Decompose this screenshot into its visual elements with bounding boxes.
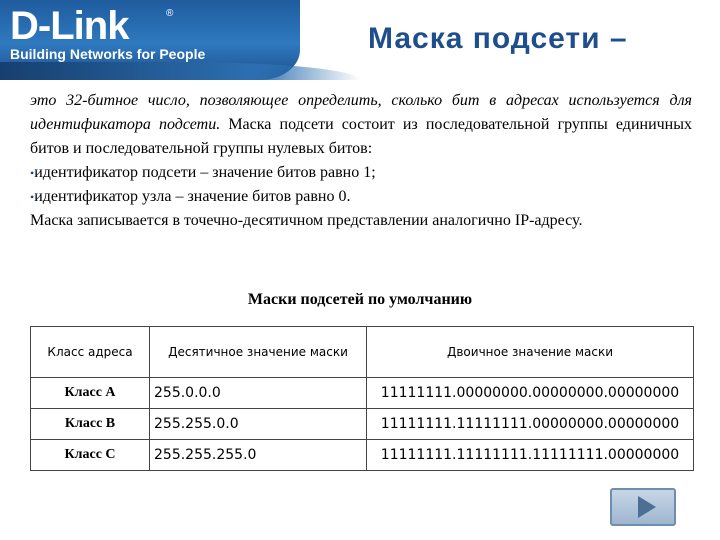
table-row <box>31 440 694 471</box>
cell-class: Класс B <box>31 409 150 440</box>
logo-trademark: ® <box>166 8 174 19</box>
body-text <box>30 89 692 233</box>
intro-rest-text: Маска подсети состоит из последовательной группы единичных битов и последовательной группы нулевых битов: <box>30 116 692 157</box>
next-slide-button[interactable] <box>610 488 676 526</box>
cell-binary: 11111111.11111111.00000000.00000000 <box>367 409 694 440</box>
cell-class: Класс C <box>31 440 150 471</box>
play-arrow-icon <box>638 496 656 518</box>
intro-paragraph <box>30 89 692 161</box>
cell-decimal: 255.255.255.0 <box>150 440 367 471</box>
cell-binary: 11111111.00000000.00000000.00000000 <box>367 378 694 409</box>
column-header-class: Класс адреса <box>31 327 150 378</box>
cell-decimal: 255.255.0.0 <box>150 409 367 440</box>
definition-text: это 32-битное число, позволяющее определить, сколько бит в адресах используется для идентификатора подсети. <box>30 92 692 133</box>
logo: D-Link <box>10 4 129 48</box>
cell-class: Класс A <box>31 378 150 409</box>
logo-tagline: Building Networks for People <box>10 46 206 62</box>
table-row <box>31 409 694 440</box>
bullet-text: идентификатор узла – значение битов равно 0. <box>34 188 351 205</box>
closing-paragraph: Маска записывается в точечно-десятичном представлении аналогично IP-адресу. <box>30 212 583 229</box>
column-header-decimal: Десятичное значение маски <box>150 327 367 378</box>
column-header-binary: Двоичное значение маски <box>367 327 694 378</box>
list-item <box>30 185 692 209</box>
table-row <box>31 378 694 409</box>
bullet-icon: • <box>30 190 35 204</box>
list-item <box>30 161 692 185</box>
table-caption: Маски подсетей по умолчанию <box>247 291 473 308</box>
cell-decimal: 255.0.0.0 <box>150 378 367 409</box>
logo-swoosh <box>0 62 360 80</box>
slide-title: Маска подсети – <box>368 22 628 55</box>
bullet-text: идентификатор подсети – значение битов равно 1; <box>34 164 376 181</box>
cell-binary: 11111111.11111111.11111111.00000000 <box>367 440 694 471</box>
subnet-mask-table <box>30 326 694 471</box>
table-header-row <box>31 327 694 378</box>
bullet-icon: • <box>30 166 35 180</box>
